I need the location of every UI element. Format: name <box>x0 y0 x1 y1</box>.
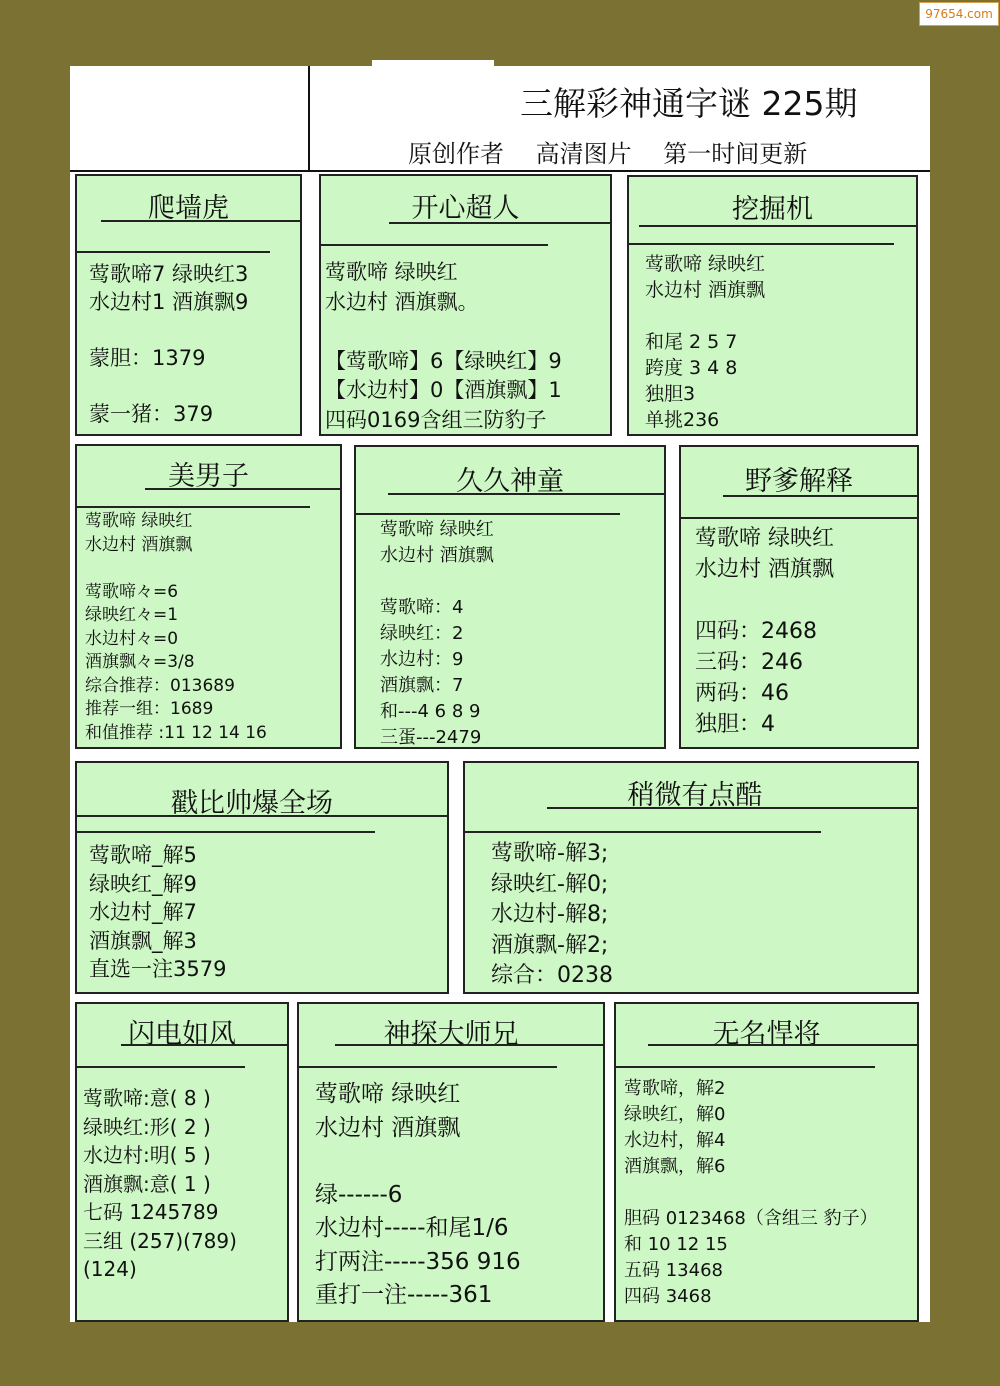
panel-wu-ming-han-jiang <box>614 1002 919 1322</box>
panel-lines: 莺歌啼 绿映红 水边村 酒旗飘。 【莺歌啼】6【绿映红】9 【水边村】0【酒旗飘】1 四码0169含组三防豹子 <box>325 260 562 432</box>
panel-lines: 莺歌啼-解3; 绿映红-解0; 水边村-解8; 酒旗飘-解2; 综合：0238 <box>491 841 613 988</box>
panel-shan-dian-ru-feng <box>75 1002 289 1322</box>
panel-lines: 莺歌啼 绿映红 水边村 酒旗飘 绿------6 水边村-----和尾1/6 打两注-----356 916 重打一注-----361 <box>315 1081 521 1308</box>
panel-title: 稍微有点酷 <box>627 780 763 811</box>
page-title: 三解彩神通字谜 225期 <box>520 84 858 123</box>
panel-mei-nan-zi <box>75 444 342 749</box>
page-subtitle <box>408 134 831 169</box>
watermark: 97654.com <box>919 2 999 26</box>
panel-lines: 莺歌啼 绿映红 水边村 酒旗飘 和尾 2 5 7 跨度 3 4 8 独胆3 单挑236 <box>645 253 766 431</box>
panel-jiu-jiu-shen-tong <box>354 445 666 749</box>
subtitle-update: 第一时间更新 <box>663 140 808 168</box>
panel-ye-die-jie-shi <box>679 445 919 749</box>
panel-shao-wei-you-dian-ku <box>463 761 919 994</box>
panel-title: 久久神童 <box>456 466 564 497</box>
panel-title: 闪电如风 <box>128 1019 236 1050</box>
panel-title: 挖掘机 <box>732 194 813 225</box>
panel-lines: 莺歌啼:意( 8 ) 绿映红:形( 2 ) 水边村:明( 5 ) 酒旗飘:意( 1 ) 七码 1245789 三组 (257)(789) (124) <box>83 1086 237 1281</box>
header-left-cell <box>70 66 310 172</box>
panel-lines: 莺歌啼_解5 绿映红_解9 水边村_解7 酒旗飘_解3 直选一注3579 <box>89 843 227 981</box>
subtitle-author: 原创作者 <box>408 140 504 168</box>
panel-kai-xin-chao-ren <box>319 174 612 436</box>
panel-title: 野爹解释 <box>745 466 853 497</box>
panel-wa-jue-ji <box>627 175 918 436</box>
panel-lines: 莺歌啼 绿映红 水边村 酒旗飘 莺歌啼：4 绿映红：2 水边村：9 酒旗飘：7 和---4 6 8 9 三蛋---2479 <box>380 519 494 748</box>
panel-lines: 莺歌啼，解2 绿映红，解0 水边村，解4 酒旗飘，解6 胆码 0123468（含组三 豹子） 和 10 12 15 五码 13468 四码 3468 <box>624 1078 878 1307</box>
panel-title: 无名悍将 <box>712 1019 821 1050</box>
panel-title: 开心超人 <box>411 193 520 224</box>
panel-lines: 莺歌啼 绿映红 水边村 酒旗飘 莺歌啼々=6 绿映红々=1 水边村々=0 酒旗飘々=3/8 综合推荐：013689 推荐一组：1689 和值推荐 :11 12 14 16 <box>85 511 267 743</box>
panel-title: 美男子 <box>168 461 249 492</box>
subtitle-hd: 高清图片 <box>535 140 632 168</box>
panel-chuo-bi-shuai <box>75 761 449 994</box>
panel-lines: 莺歌啼7 绿映红3 水边村1 酒旗飘9 蒙胆：1379 蒙一猪：379 <box>89 262 249 426</box>
panel-title: 戳比帅爆全场 <box>171 788 333 819</box>
panel-title: 爬墙虎 <box>148 193 229 224</box>
panel-pa-qiang-hu <box>75 174 302 436</box>
panel-shen-tan-da-shi-xiong <box>297 1002 605 1322</box>
header-gap <box>372 60 494 70</box>
panel-lines: 莺歌啼 绿映红 水边村 酒旗飘 四码：2468 三码：246 两码：46 独胆：4 <box>695 526 834 737</box>
panel-title: 神探大师兄 <box>383 1019 519 1050</box>
